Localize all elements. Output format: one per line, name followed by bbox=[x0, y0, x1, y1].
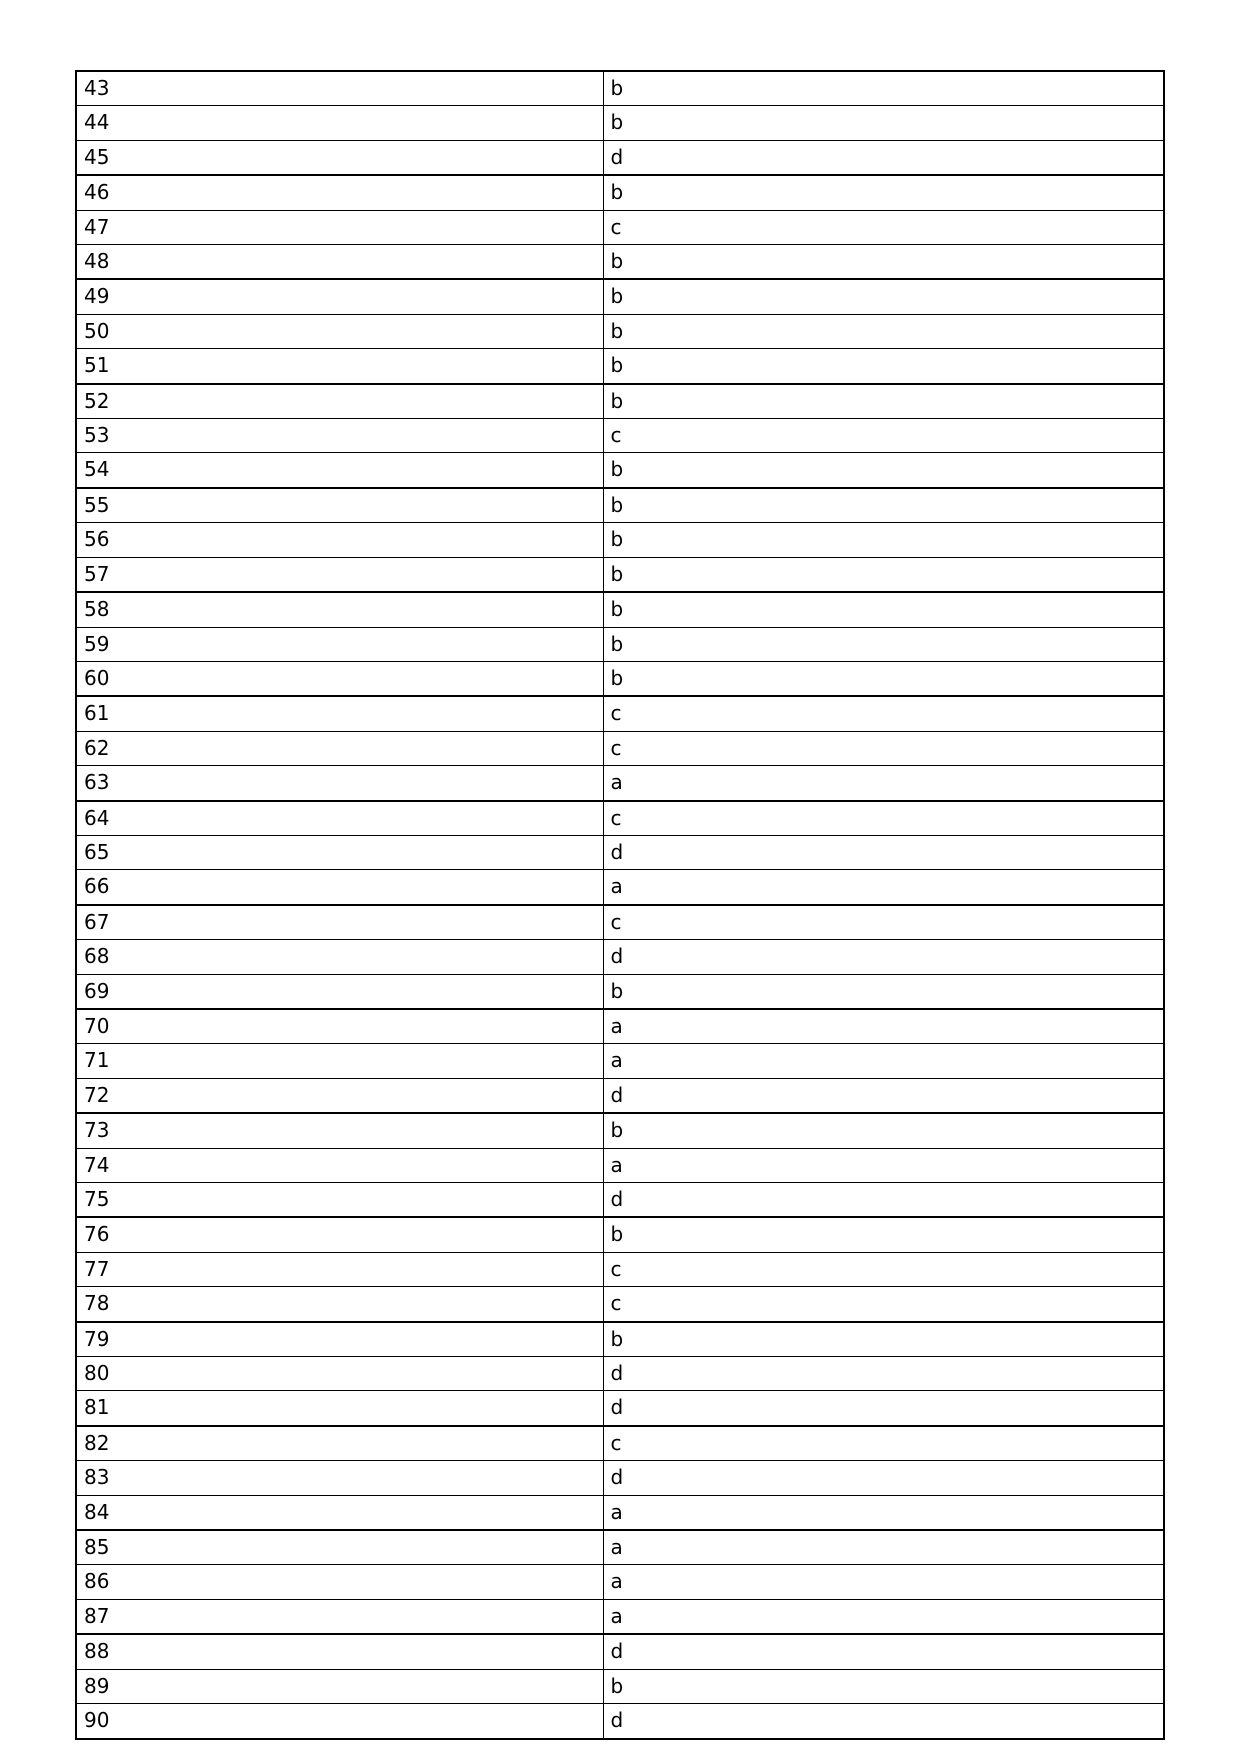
question-number-cell: 88 bbox=[76, 1634, 603, 1669]
question-number-cell: 60 bbox=[76, 661, 603, 696]
table-row bbox=[76, 488, 1164, 523]
question-number-cell: 75 bbox=[76, 1183, 603, 1218]
table-row bbox=[76, 592, 1164, 627]
answer-letter-cell: b bbox=[603, 453, 1164, 488]
answer-letter-cell: c bbox=[603, 210, 1164, 244]
answer-key-table-body bbox=[76, 71, 1164, 1739]
table-row bbox=[76, 175, 1164, 210]
question-number-cell: 76 bbox=[76, 1217, 603, 1252]
answer-letter-cell: c bbox=[603, 696, 1164, 731]
answer-letter-cell: a bbox=[603, 1565, 1164, 1599]
table-row bbox=[76, 1426, 1164, 1461]
answer-letter-cell: d bbox=[603, 1634, 1164, 1669]
question-number-cell: 63 bbox=[76, 766, 603, 801]
question-number-cell: 59 bbox=[76, 627, 603, 661]
answer-letter-cell: b bbox=[603, 1217, 1164, 1252]
question-number-cell: 71 bbox=[76, 1044, 603, 1078]
answer-letter-cell: a bbox=[603, 1009, 1164, 1044]
answer-letter-cell: b bbox=[603, 1322, 1164, 1357]
table-row bbox=[76, 1704, 1164, 1739]
table-row bbox=[76, 1391, 1164, 1426]
question-number-cell: 53 bbox=[76, 419, 603, 453]
answer-letter-cell: d bbox=[603, 835, 1164, 869]
answer-letter-cell: b bbox=[603, 1669, 1164, 1703]
answer-letter-cell: d bbox=[603, 1183, 1164, 1218]
table-row bbox=[76, 974, 1164, 1009]
table-row bbox=[76, 140, 1164, 175]
answer-letter-cell: d bbox=[603, 1704, 1164, 1739]
answer-letter-cell: d bbox=[603, 1078, 1164, 1113]
table-row bbox=[76, 106, 1164, 140]
table-row bbox=[76, 1113, 1164, 1148]
table-row bbox=[76, 279, 1164, 314]
answer-letter-cell: a bbox=[603, 1530, 1164, 1565]
answer-letter-cell: c bbox=[603, 905, 1164, 940]
table-row bbox=[76, 940, 1164, 974]
table-row bbox=[76, 1357, 1164, 1391]
answer-letter-cell: b bbox=[603, 661, 1164, 696]
answer-letter-cell: b bbox=[603, 557, 1164, 592]
table-row bbox=[76, 453, 1164, 488]
table-row bbox=[76, 627, 1164, 661]
table-row bbox=[76, 1287, 1164, 1322]
table-row bbox=[76, 1530, 1164, 1565]
table-row bbox=[76, 1634, 1164, 1669]
question-number-cell: 74 bbox=[76, 1148, 603, 1182]
table-row bbox=[76, 384, 1164, 419]
question-number-cell: 78 bbox=[76, 1287, 603, 1322]
question-number-cell: 44 bbox=[76, 106, 603, 140]
question-number-cell: 83 bbox=[76, 1461, 603, 1495]
question-number-cell: 87 bbox=[76, 1599, 603, 1634]
question-number-cell: 79 bbox=[76, 1322, 603, 1357]
table-row bbox=[76, 905, 1164, 940]
answer-letter-cell: c bbox=[603, 1426, 1164, 1461]
answer-letter-cell: b bbox=[603, 106, 1164, 140]
question-number-cell: 54 bbox=[76, 453, 603, 488]
answer-letter-cell: a bbox=[603, 870, 1164, 905]
answer-letter-cell: b bbox=[603, 523, 1164, 557]
answer-letter-cell: b bbox=[603, 488, 1164, 523]
question-number-cell: 55 bbox=[76, 488, 603, 523]
question-number-cell: 68 bbox=[76, 940, 603, 974]
answer-letter-cell: b bbox=[603, 175, 1164, 210]
question-number-cell: 70 bbox=[76, 1009, 603, 1044]
table-row bbox=[76, 1217, 1164, 1252]
answer-letter-cell: b bbox=[603, 349, 1164, 384]
table-row bbox=[76, 1148, 1164, 1182]
answer-letter-cell: a bbox=[603, 1599, 1164, 1634]
answer-letter-cell: d bbox=[603, 140, 1164, 175]
answer-letter-cell: c bbox=[603, 1252, 1164, 1286]
answer-letter-cell: b bbox=[603, 627, 1164, 661]
table-row bbox=[76, 419, 1164, 453]
table-row bbox=[76, 245, 1164, 280]
question-number-cell: 85 bbox=[76, 1530, 603, 1565]
question-number-cell: 72 bbox=[76, 1078, 603, 1113]
question-number-cell: 48 bbox=[76, 245, 603, 280]
question-number-cell: 50 bbox=[76, 314, 603, 348]
question-number-cell: 61 bbox=[76, 696, 603, 731]
table-row bbox=[76, 661, 1164, 696]
answer-letter-cell: c bbox=[603, 1287, 1164, 1322]
answer-letter-cell: c bbox=[603, 801, 1164, 836]
answer-letter-cell: a bbox=[603, 766, 1164, 801]
table-row bbox=[76, 801, 1164, 836]
question-number-cell: 81 bbox=[76, 1391, 603, 1426]
question-number-cell: 52 bbox=[76, 384, 603, 419]
table-row bbox=[76, 1183, 1164, 1218]
question-number-cell: 77 bbox=[76, 1252, 603, 1286]
question-number-cell: 43 bbox=[76, 71, 603, 106]
table-row bbox=[76, 1078, 1164, 1113]
table-row bbox=[76, 314, 1164, 348]
answer-letter-cell: b bbox=[603, 71, 1164, 106]
answer-key-table bbox=[75, 70, 1165, 1740]
answer-letter-cell: b bbox=[603, 245, 1164, 280]
table-row bbox=[76, 557, 1164, 592]
table-row bbox=[76, 766, 1164, 801]
question-number-cell: 80 bbox=[76, 1357, 603, 1391]
question-number-cell: 89 bbox=[76, 1669, 603, 1703]
table-row bbox=[76, 210, 1164, 244]
answer-letter-cell: d bbox=[603, 1391, 1164, 1426]
table-row bbox=[76, 1495, 1164, 1530]
table-row bbox=[76, 1252, 1164, 1286]
table-row bbox=[76, 1044, 1164, 1078]
question-number-cell: 82 bbox=[76, 1426, 603, 1461]
answer-letter-cell: d bbox=[603, 940, 1164, 974]
table-row bbox=[76, 1322, 1164, 1357]
table-row bbox=[76, 1599, 1164, 1634]
answer-letter-cell: b bbox=[603, 1113, 1164, 1148]
question-number-cell: 86 bbox=[76, 1565, 603, 1599]
question-number-cell: 47 bbox=[76, 210, 603, 244]
table-row bbox=[76, 349, 1164, 384]
answer-letter-cell: d bbox=[603, 1461, 1164, 1495]
answer-letter-cell: c bbox=[603, 731, 1164, 765]
question-number-cell: 46 bbox=[76, 175, 603, 210]
question-number-cell: 66 bbox=[76, 870, 603, 905]
question-number-cell: 73 bbox=[76, 1113, 603, 1148]
table-row bbox=[76, 1009, 1164, 1044]
question-number-cell: 65 bbox=[76, 835, 603, 869]
table-row bbox=[76, 523, 1164, 557]
question-number-cell: 49 bbox=[76, 279, 603, 314]
question-number-cell: 45 bbox=[76, 140, 603, 175]
answer-key-table-wrapper bbox=[75, 70, 1163, 1740]
answer-letter-cell: a bbox=[603, 1148, 1164, 1182]
table-row bbox=[76, 870, 1164, 905]
table-row bbox=[76, 731, 1164, 765]
table-row bbox=[76, 1565, 1164, 1599]
answer-letter-cell: b bbox=[603, 384, 1164, 419]
answer-letter-cell: b bbox=[603, 314, 1164, 348]
answer-letter-cell: a bbox=[603, 1495, 1164, 1530]
answer-letter-cell: d bbox=[603, 1357, 1164, 1391]
answer-letter-cell: c bbox=[603, 419, 1164, 453]
question-number-cell: 57 bbox=[76, 557, 603, 592]
question-number-cell: 58 bbox=[76, 592, 603, 627]
question-number-cell: 84 bbox=[76, 1495, 603, 1530]
question-number-cell: 69 bbox=[76, 974, 603, 1009]
question-number-cell: 67 bbox=[76, 905, 603, 940]
answer-letter-cell: a bbox=[603, 1044, 1164, 1078]
answer-letter-cell: b bbox=[603, 592, 1164, 627]
question-number-cell: 64 bbox=[76, 801, 603, 836]
table-row bbox=[76, 71, 1164, 106]
question-number-cell: 62 bbox=[76, 731, 603, 765]
answer-letter-cell: b bbox=[603, 974, 1164, 1009]
table-row bbox=[76, 835, 1164, 869]
question-number-cell: 56 bbox=[76, 523, 603, 557]
answer-letter-cell: b bbox=[603, 279, 1164, 314]
question-number-cell: 90 bbox=[76, 1704, 603, 1739]
table-row bbox=[76, 1669, 1164, 1703]
question-number-cell: 51 bbox=[76, 349, 603, 384]
table-row bbox=[76, 1461, 1164, 1495]
table-row bbox=[76, 696, 1164, 731]
